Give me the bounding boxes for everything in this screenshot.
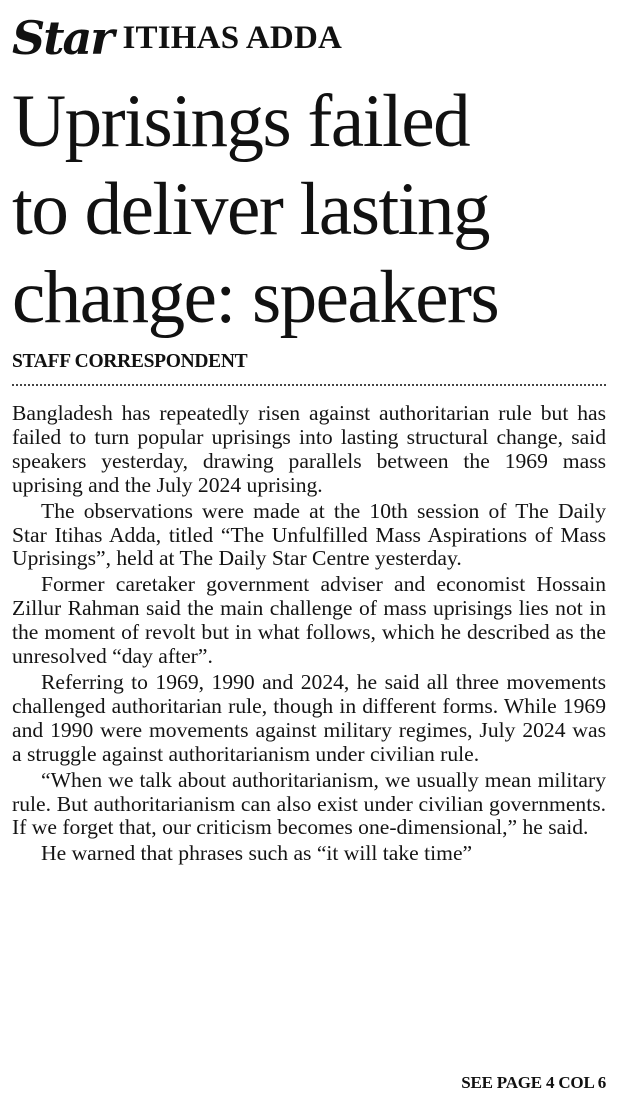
news-article	[12, 0, 606, 1111]
headline-line-3: change: speakers	[12, 256, 499, 339]
headline-line-2: to deliver lasting	[12, 168, 490, 251]
section-name: ITIHAS ADDA	[122, 20, 343, 56]
paragraph-2: The observations were made at the 10th session of The Daily Star Itihas Adda, titled “The Unfulfilled Mass Aspirations of Mass Uprisings”, held at The Daily Star Centre yesterday.	[12, 498, 606, 571]
paragraph-6: He warned that phrases such as “it will take time”	[41, 841, 473, 866]
paragraph-4: Referring to 1969, 1990 and 2024, he said all three movements challenged authoritarian rule, though in different forms. While 1969 and 1990 were movements against military regimes, July 2024 was a struggle against authoritarianism under civilian rule.	[12, 669, 606, 766]
continuation-link: SEE PAGE 4 COL 6	[461, 1073, 606, 1092]
headline	[12, 78, 612, 342]
paragraph-5: “When we talk about authoritarianism, we usually mean military rule. But authoritarianism can also exist under civilian governments. If we forget that, our criticism becomes one-dimensional,” he said.	[12, 767, 606, 840]
article-body	[12, 402, 606, 868]
dotted-divider	[12, 384, 606, 386]
paragraph-1: Bangladesh has repeatedly risen against authoritarian rule but has failed to turn popular uprisings into lasting structural change, said speakers yesterday, drawing parallels between the 1969 mass uprising and the July 2024 uprising.	[12, 401, 606, 497]
paragraph-3: Former caretaker government adviser and economist Hossain Zillur Rahman said the main challenge of mass uprisings lies not in the moment of revolt but in what follows, which he described as the unresolved “day after”.	[12, 572, 606, 669]
section-header	[12, 6, 342, 70]
byline: STAFF CORRESPONDENT	[12, 351, 248, 372]
headline-line-1: Uprisings failed	[12, 80, 470, 163]
star-logo: Star	[12, 11, 113, 65]
